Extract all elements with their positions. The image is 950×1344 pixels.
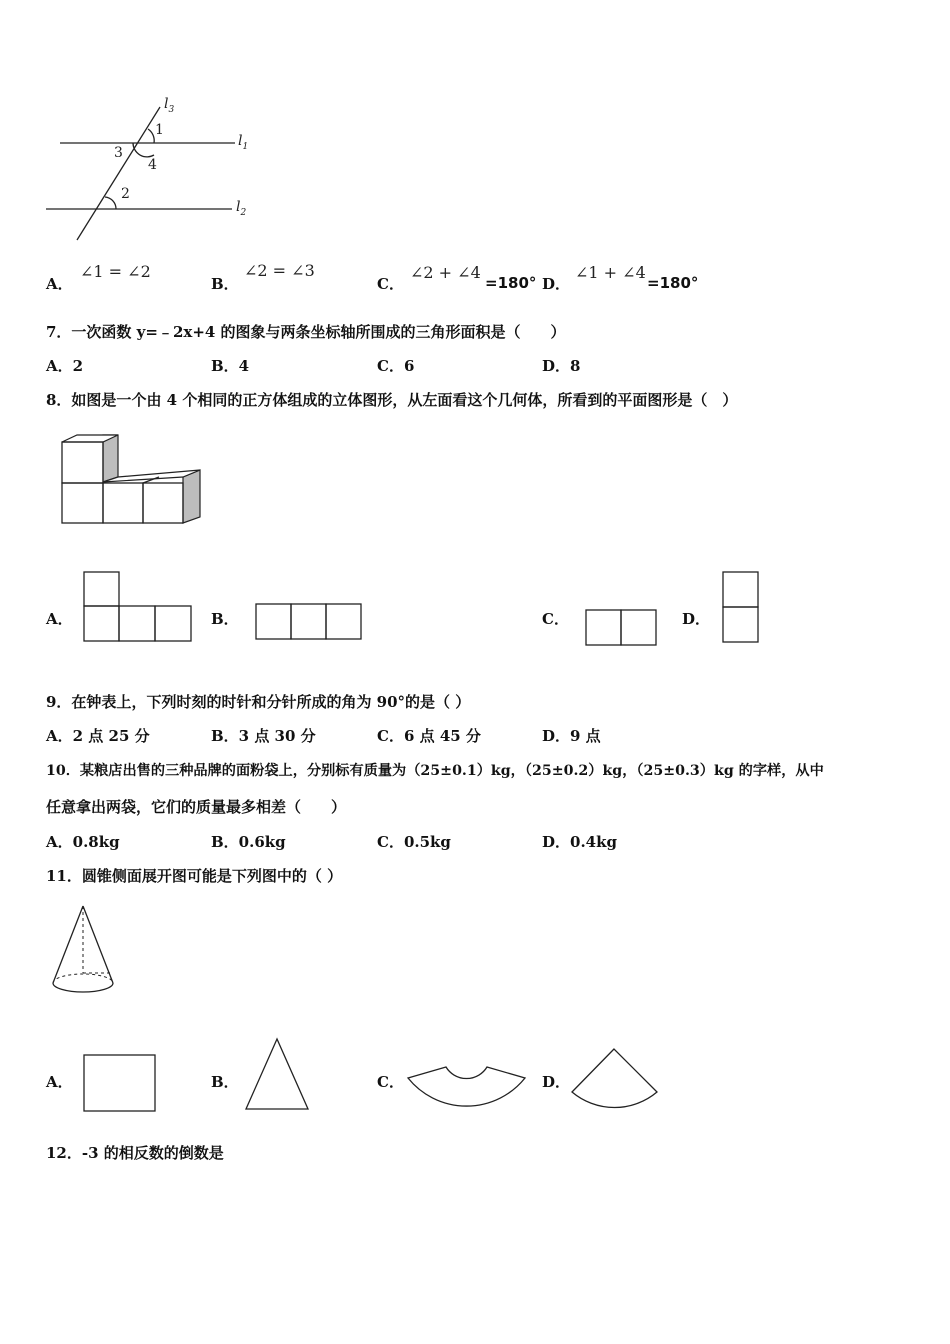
q11-option-a-letter[interactable]: A． xyxy=(46,1073,73,1091)
q10-stem-line2: 任意拿出两袋，它们的质量最多相差（ ） xyxy=(46,798,347,816)
q7-stem: 7．一次函数 y=﹣2x+4 的图象与两条坐标轴所围成的三角形面积是（ ） xyxy=(46,323,566,341)
angle-2-arc xyxy=(105,197,116,209)
q10-option-a[interactable]: A．0.8kg xyxy=(46,833,120,851)
q8-option-a-figure[interactable] xyxy=(83,571,193,643)
q12-stem: 12．-3 的相反数的倒数是 xyxy=(46,1144,224,1162)
cube-solid-figure xyxy=(55,430,215,530)
q6-option-c-suffix: =180° xyxy=(485,274,537,292)
q9-option-d[interactable]: D．9 点 xyxy=(542,727,601,745)
q10-stem-line1: 10．某粮店出售的三种品牌的面粉袋上，分别标有质量为（25±0.1）kg，（25±0.2）kg，（25±0.3）kg 的字样，从中 xyxy=(46,763,824,779)
q11-option-b-letter[interactable]: B． xyxy=(211,1073,239,1091)
label-angle-2: 2 xyxy=(121,186,130,202)
label-l3: $l_3$ xyxy=(164,96,175,115)
q7-option-c[interactable]: C．6 xyxy=(377,357,415,375)
q7-option-d[interactable]: D．8 xyxy=(542,357,581,375)
q8-option-d-letter[interactable]: D． xyxy=(682,610,711,628)
q11-option-d-letter[interactable]: D． xyxy=(542,1073,571,1091)
label-l2: $l_2$ xyxy=(236,199,247,218)
q6-option-b-letter[interactable]: B． xyxy=(211,275,239,293)
q11-option-c-annular-sector[interactable] xyxy=(405,1062,527,1117)
q11-option-c-letter[interactable]: C． xyxy=(377,1073,404,1091)
q11-option-a-rectangle[interactable] xyxy=(83,1054,158,1114)
line-l3 xyxy=(77,107,160,240)
q11-stem: 11．圆锥侧面展开图可能是下列图中的（ ） xyxy=(46,867,343,885)
angle-1-arc xyxy=(148,129,154,143)
q9-option-a[interactable]: A．2 点 25 分 xyxy=(46,727,150,745)
q6-option-c-letter[interactable]: C． xyxy=(377,275,404,293)
q9-stem: 9．在钟表上，下列时刻的时针和分针所成的角为 90°的是（ ） xyxy=(46,693,471,711)
q6-option-b-expr: ∠2 = ∠3 xyxy=(244,261,315,280)
q11-option-b-triangle[interactable] xyxy=(244,1037,312,1112)
q10-option-c[interactable]: C．0.5kg xyxy=(377,833,451,851)
q9-option-c[interactable]: C．6 点 45 分 xyxy=(377,727,481,745)
q6-option-a-expr: ∠1 = ∠2 xyxy=(80,262,151,281)
q8-option-c-letter[interactable]: C． xyxy=(542,610,569,628)
label-angle-4: 4 xyxy=(148,157,157,173)
q11-option-d-sector[interactable] xyxy=(570,1046,662,1116)
q6-option-c-expr: ∠2 + ∠4 xyxy=(410,263,481,282)
q8-option-c-figure[interactable] xyxy=(585,609,660,649)
q8-stem: 8．如图是一个由 4 个相同的正方体组成的立体图形，从左面看这个几何体，所看到的平面图形是（ ） xyxy=(46,391,738,409)
q7-option-a[interactable]: A．2 xyxy=(46,357,84,375)
cone-figure xyxy=(50,903,120,998)
q6-option-d-expr: ∠1 + ∠4 xyxy=(575,263,646,282)
label-l1: $l_1$ xyxy=(238,133,249,152)
label-angle-1: 1 xyxy=(155,122,164,138)
q8-option-a-letter[interactable]: A． xyxy=(46,610,73,628)
q9-option-b[interactable]: B．3 点 30 分 xyxy=(211,727,316,745)
q7-option-b[interactable]: B．4 xyxy=(211,357,250,375)
q10-option-b[interactable]: B．0.6kg xyxy=(211,833,286,851)
q6-option-d-suffix: =180° xyxy=(647,274,699,292)
q10-option-d[interactable]: D．0.4kg xyxy=(542,833,617,851)
q8-option-d-figure[interactable] xyxy=(722,571,762,646)
q6-option-d-letter[interactable]: D． xyxy=(542,275,571,293)
q6-option-a-letter[interactable]: A． xyxy=(46,275,73,293)
q8-option-b-letter[interactable]: B． xyxy=(211,610,239,628)
label-angle-3: 3 xyxy=(114,145,123,161)
q8-option-b-figure[interactable] xyxy=(255,603,365,643)
